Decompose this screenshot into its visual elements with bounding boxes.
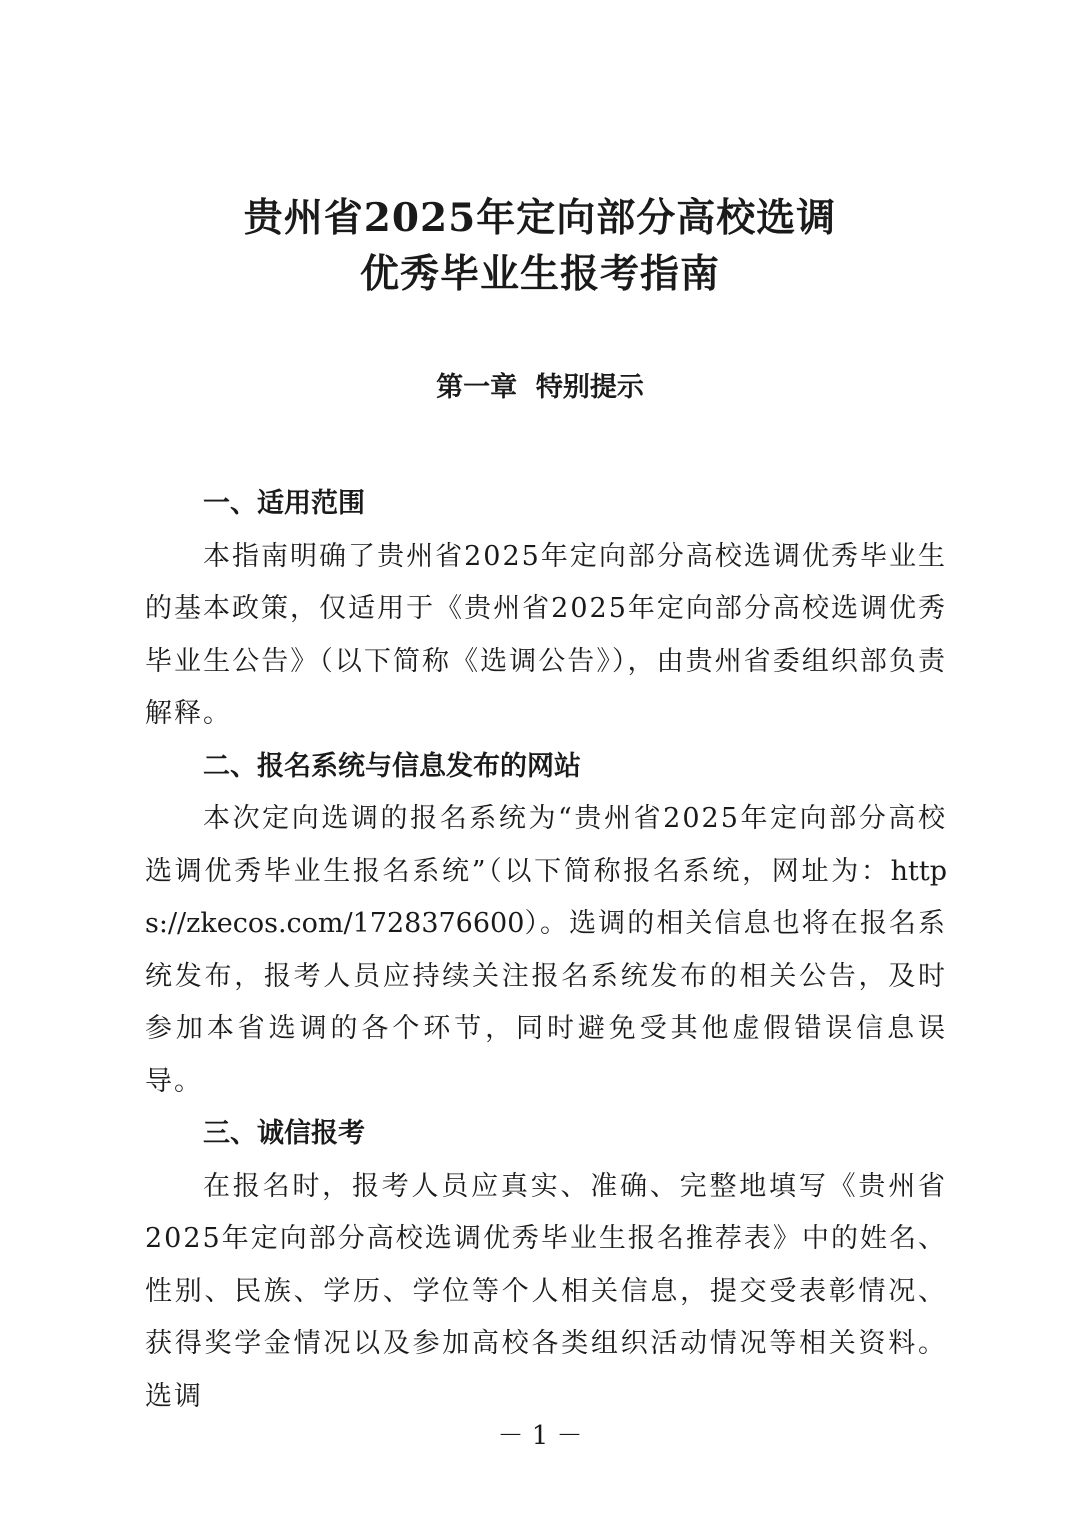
document-title-line-2: 优秀毕业生报考指南 [359, 251, 720, 297]
section-paragraph-integrity: 在报名时，报考人员应真实、准确、完整地填写《贵州省2025年定向部分高校选调优秀毕业生报名推荐表》中的姓名、性别、民族、学历、学位等个人相关信息，提交受表彰情况、获得奖学金情况以及参加高校各类组织活动情况等相关资料。选调 [145, 1170, 947, 1412]
paragraph-text-before-url: 本次定向选调的报名系统为“贵州省2025年定向部分高校选调优秀毕业生报名系统”（以下简称报名系统，网址为： [145, 803, 947, 887]
section-heading-scope: 一、适用范围 [203, 488, 365, 519]
section-heading-integrity: 三、诚信报考 [203, 1118, 365, 1149]
document-title-line-1: 贵州省2025年定向部分高校选调 [243, 195, 837, 241]
section-paragraph-scope: 本指南明确了贵州省2025年定向部分高校选调优秀毕业生的基本政策，仅适用于《贵州省2025年定向部分高校选调优秀毕业生公告》（以下简称《选调公告》），由贵州省委组织部负责解释。 [145, 540, 947, 729]
page-number: － 1 － [497, 1421, 583, 1451]
document-body [145, 478, 947, 1423]
section-heading-registration-system: 二、报名系统与信息发布的网站 [203, 750, 581, 782]
registration-url: https://zkecos.com/1728376600 [145, 855, 947, 939]
chapter-heading: 第一章 特别提示 [436, 372, 644, 403]
section-paragraph-registration-system [145, 793, 947, 1108]
paragraph-text-after-url: ）。选调的相关信息也将在报名系统发布，报考人员应持续关注报名系统发布的相关公告，及时参加本省选调的各个环节，同时避免受其他虚假错误信息误导。 [145, 908, 947, 1097]
